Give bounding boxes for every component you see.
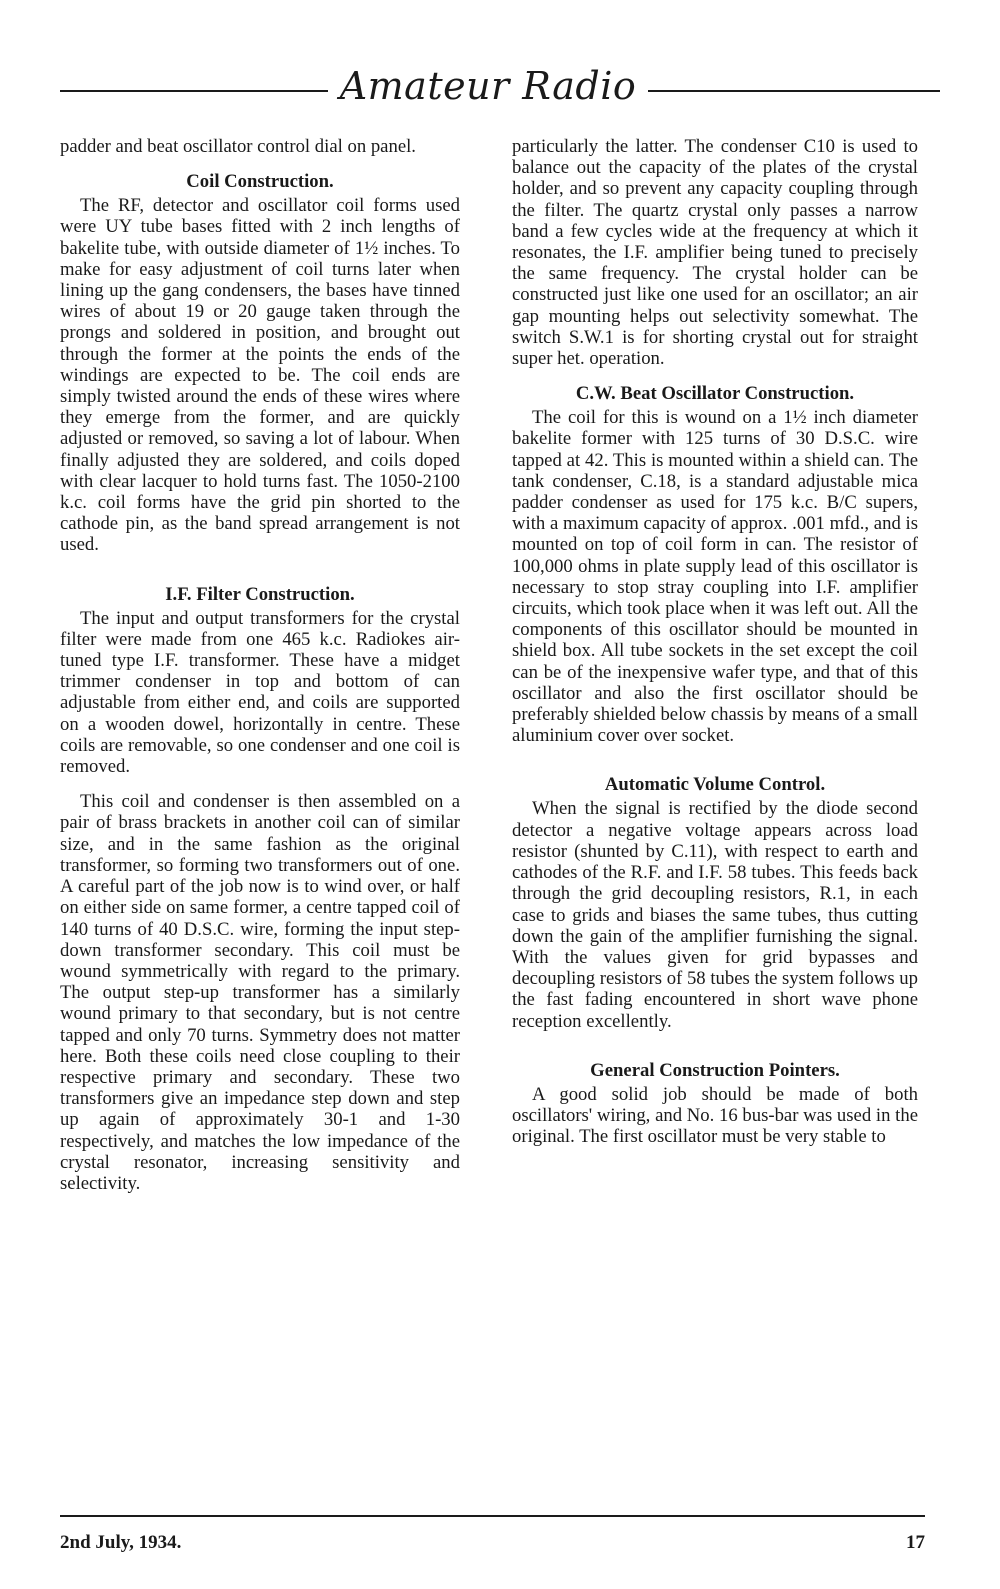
masthead-title: Amateur Radio — [339, 64, 637, 108]
heading-cw-beat-oscillator: C.W. Beat Oscillator Construction. — [575, 383, 855, 405]
paragraph-if-filter-2: This coil and condenser is then assembled on a pair of brass brackets in another coil can of similar size, and in the same fashion as the original transformer, so forming two transformers out of one. A careful part of the job now is to wind over, or half on either side on same former, a centre tapped coil of 140 turns of 40 D.S.C. wire, forming the input step-down transformer secondary. This coil must be wound symmetrically with regard to the primary. The output step-up transformer has a similarly wound primary to that secondary, but is not centre tapped and only 70 turns. Symmetry does not matter here. Both these coils need close coupling to their respective primary and secondary. These two transformers give an impedance step down and step up again of approximately 30-1 and 1-30 respectively, and matches the low impedance of the crystal resonator, increasing sensitivity and selectivity. — [60, 791, 460, 1194]
paragraph-coil-construction: The RF, detector and oscillator coil forms used were UY tube bases fitted with 2 inch lengths of bakelite tube, with outside diameter of 1½ inches. To make for easy adjustment of coil turns later when lining up the gang condensers, the bases have tinned wires of about 19 or 20 gauge taken through the prongs and soldered in position, and brought out through the former at the points the ends of the windings are expected to be. The coil ends are simply twisted around the ends of these wires where they emerge from the former, and are quickly adjusted or removed, so saving a lot of labour. When finally adjusted they are soldered, and coils doped with clear lacquer to hold turns fast. The 1050-2100 k.c. coil forms have the grid pin shorted to the cathode pin, as the band spread arrangement is not used. — [60, 195, 460, 556]
paragraph-crystal-holder: particularly the latter. The condenser C10 is used to balance out the capacity of the plates of the crystal holder, and so prevent any capacity coupling through the filter. The quartz crystal only passes a narrow band a few cycles wide at the frequency at which it resonates, the I.F. amplifier being tuned to precisely the same frequency. The crystal holder can be constructed just like one used for an oscillator; an air gap mounting helps out selectivity somewhat. The switch S.W.1 is for shorting crystal out for straight super het. operation. — [512, 136, 918, 370]
masthead-rule-right — [648, 90, 940, 92]
footer-date: 2nd July, 1934. — [60, 1532, 182, 1553]
heading-automatic-volume-control: Automatic Volume Control. — [604, 774, 826, 796]
footer-rule — [60, 1515, 925, 1517]
paragraph-general-construction: A good solid job should be made of both oscillators' wiring, and No. 16 bus-bar was used in the original. The first oscillator must be very stable to — [512, 1083, 918, 1148]
right-column — [512, 136, 918, 1147]
heading-general-construction: General Construction Pointers. — [590, 1059, 840, 1081]
masthead-rule-left — [60, 90, 328, 92]
paragraph-padder: padder and beat oscillator control dial on panel. — [60, 136, 416, 157]
paragraph-cw-beat-oscillator: The coil for this is wound on a 1½ inch diameter bakelite former with 125 turns of 30 D.S.C. wire tapped at 42. This is mounted within a shield can. The tank condenser, C.18, is a standard adjustable mica padder condenser as used for 175 k.c. B/C supers, with a maximum capacity of approx. .001 mfd., and is mounted on top of coil form in can. The resistor of 100,000 ohms in plate supply lead of this oscillator is necessary to stop stray coupling into I.F. amplifier circuits, which took place when it was left out. All the components of this oscillator should be mounted in shield box. All tube sockets in the set except the coil can be of the inexpensive wafer type, and that of this oscillator and also the first oscillator should be preferably shielded below chassis by means of a small aluminium cover over socket. — [512, 407, 918, 747]
heading-if-filter-construction: I.F. Filter Construction. — [165, 583, 355, 605]
page-number: 17 — [906, 1532, 925, 1553]
heading-coil-construction: Coil Construction. — [186, 171, 334, 193]
paragraph-automatic-volume-control: When the signal is rectified by the diode second detector a negative voltage appears across load resistor (shunted by C.11), with respect to earth and cathodes of the R.F. and I.F. 58 tubes. This feeds back through the grid decoupling resistors, R.1, in each case to grids and biases the same tubes, thus cutting down the gain of the amplifier furnishing the signal. With the values given for grid bypasses and decoupling resistors of 58 tubes the system follows up the fast fading encountered in short wave phone reception excellently. — [512, 798, 918, 1032]
left-column — [60, 136, 460, 1194]
masthead — [60, 62, 940, 112]
paragraph-if-filter-1: The input and output transformers for the crystal filter were made from one 465 k.c. Radiokes air-tuned type I.F. transformer. These have a midget trimmer condenser in top and bottom of can adjustable from either end, and coils are supported on a wooden dowel, horizontally in centre. These coils are removable, so one condenser and one coil is removed. — [60, 607, 460, 778]
